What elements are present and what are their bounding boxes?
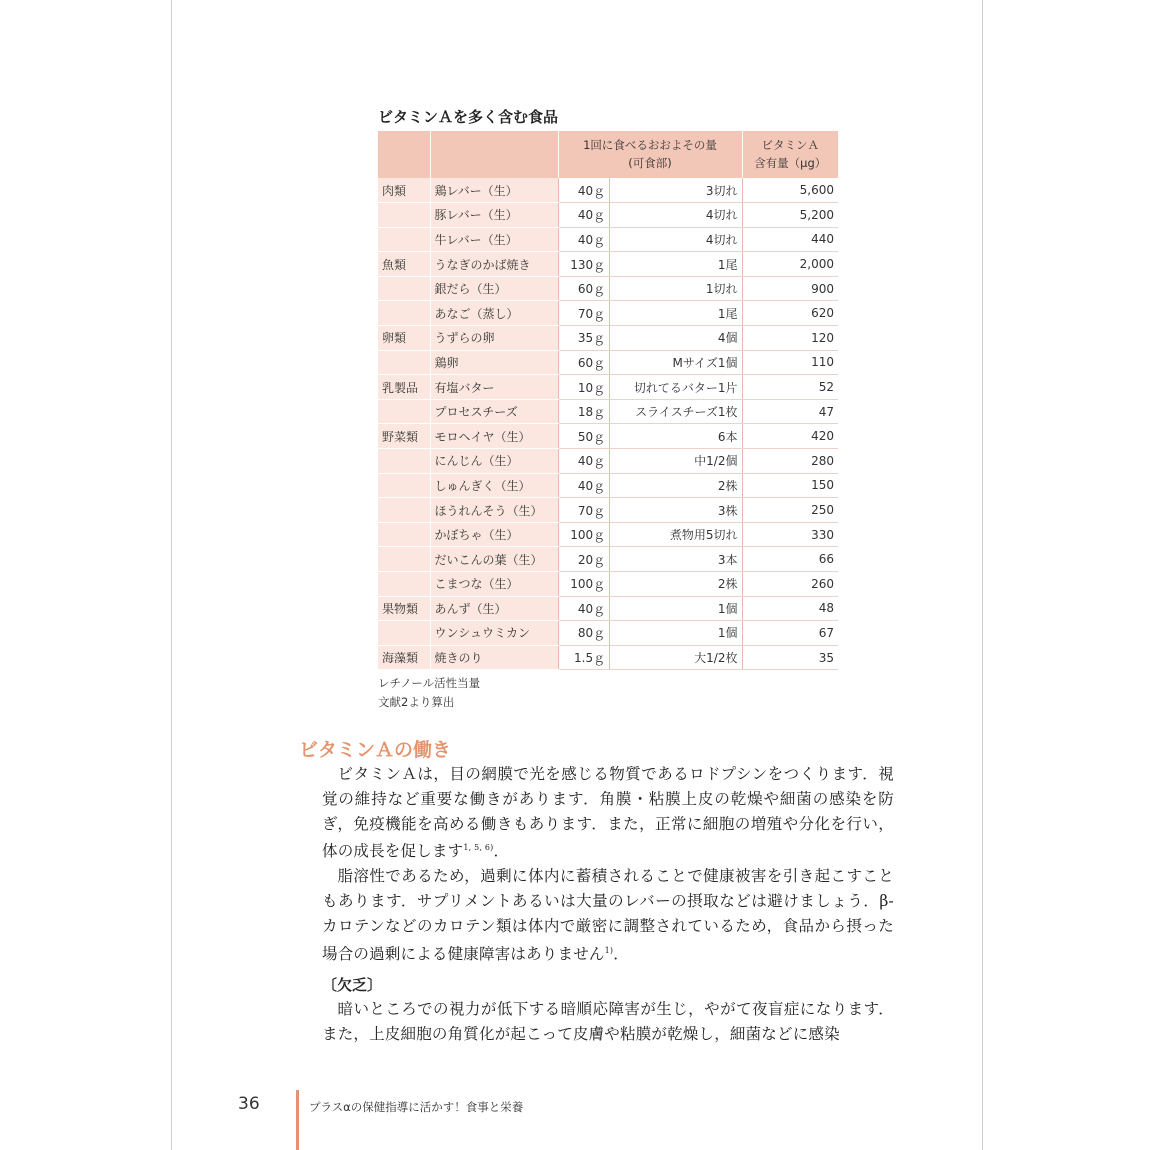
table-note-retinol: レチノール活性当量: [378, 676, 481, 690]
row-weight: 40ｇ: [558, 473, 610, 498]
row-portion: 2株: [610, 572, 742, 597]
row-category: [378, 621, 430, 646]
row-category: [378, 498, 430, 523]
row-portion: 4個: [610, 326, 742, 351]
row-vitamin-a: 52: [742, 375, 838, 400]
paragraph-3-text: 暗いところでの視力が低下する暗順応障害が生じ，やがて夜盲症になります．また，上皮細胞の角質化が起こって皮膚や粘膜が乾燥し，細菌などに感染: [322, 1000, 894, 1043]
row-food-name: モロヘイヤ（生）: [430, 424, 558, 449]
header-amount-line1: 1回に食べるおおよその量: [583, 138, 717, 153]
row-portion: 1個: [610, 596, 742, 621]
row-weight: 20ｇ: [558, 547, 610, 572]
row-vitamin-a: 330: [742, 522, 838, 547]
row-category: 海藻類: [378, 645, 430, 670]
row-food-name: にんじん（生）: [430, 449, 558, 474]
row-food-name: ウンシュウミカン: [430, 621, 558, 646]
row-weight: 1.5ｇ: [558, 645, 610, 670]
row-category: [378, 572, 430, 597]
table-row: [378, 375, 838, 400]
row-food-name: うずらの卵: [430, 326, 558, 351]
row-category: 乳製品: [378, 375, 430, 400]
row-portion: 1尾: [610, 301, 742, 326]
row-portion: 1個: [610, 621, 742, 646]
table-row: [378, 645, 838, 670]
table-row: [378, 596, 838, 621]
row-food-name: 焼きのり: [430, 645, 558, 670]
table-row: [378, 621, 838, 646]
row-category: [378, 522, 430, 547]
row-weight: 10ｇ: [558, 375, 610, 400]
table-row: [378, 572, 838, 597]
table-row: [378, 350, 838, 375]
row-food-name: 鶏レバー（生）: [430, 178, 558, 203]
paragraph-1: [322, 762, 894, 967]
row-weight: 80ｇ: [558, 621, 610, 646]
table-row: [378, 399, 838, 424]
row-vitamin-a: 5,600: [742, 178, 838, 203]
row-vitamin-a: 440: [742, 227, 838, 252]
row-vitamin-a: 150: [742, 473, 838, 498]
row-category: [378, 399, 430, 424]
row-portion: 4切れ: [610, 227, 742, 252]
table-row: [378, 326, 838, 351]
row-vitamin-a: 280: [742, 449, 838, 474]
row-vitamin-a: 2,000: [742, 252, 838, 277]
row-vitamin-a: 48: [742, 596, 838, 621]
row-vitamin-a: 110: [742, 350, 838, 375]
row-food-name: うなぎのかば焼き: [430, 252, 558, 277]
row-category: 野菜類: [378, 424, 430, 449]
row-food-name: しゅんぎく（生）: [430, 473, 558, 498]
row-food-name: プロセスチーズ: [430, 399, 558, 424]
section-title: ビタミンＡの働き: [299, 739, 452, 761]
row-vitamin-a: 66: [742, 547, 838, 572]
row-portion: 6本: [610, 424, 742, 449]
table-title: ビタミンＡを多く含む食品: [378, 108, 559, 126]
row-category: [378, 227, 430, 252]
row-weight: 100ｇ: [558, 522, 610, 547]
table-row: [378, 252, 838, 277]
row-weight: 60ｇ: [558, 350, 610, 375]
table-row: [378, 301, 838, 326]
row-category: [378, 350, 430, 375]
row-food-name: 鶏卵: [430, 350, 558, 375]
row-weight: 70ｇ: [558, 301, 610, 326]
row-weight: 40ｇ: [558, 449, 610, 474]
row-portion: 1切れ: [610, 276, 742, 301]
deficiency-heading: 〔欠乏〕: [322, 976, 383, 994]
row-weight: 130ｇ: [558, 252, 610, 277]
row-category: 肉類: [378, 178, 430, 203]
row-portion: 切れてるバター1片: [610, 375, 742, 400]
header-amount-line2: (可食部): [628, 155, 672, 170]
table-header-row: [378, 131, 838, 178]
vitamin-a-food-table: [378, 131, 838, 670]
row-category: [378, 449, 430, 474]
row-vitamin-a: 47: [742, 399, 838, 424]
row-portion: 3本: [610, 547, 742, 572]
row-vitamin-a: 620: [742, 301, 838, 326]
row-weight: 40ｇ: [558, 227, 610, 252]
row-food-name: あなご（蒸し）: [430, 301, 558, 326]
row-category: 果物類: [378, 596, 430, 621]
paragraph-2-ref: 1): [604, 945, 614, 955]
row-category: [378, 301, 430, 326]
table-row: [378, 547, 838, 572]
row-category: [378, 276, 430, 301]
row-vitamin-a: 900: [742, 276, 838, 301]
row-food-name: 有塩バター: [430, 375, 558, 400]
row-vitamin-a: 67: [742, 621, 838, 646]
table-row: [378, 178, 838, 203]
row-vitamin-a: 5,200: [742, 203, 838, 228]
row-weight: 40ｇ: [558, 203, 610, 228]
row-category: 魚類: [378, 252, 430, 277]
row-vitamin-a: 35: [742, 645, 838, 670]
row-weight: 100ｇ: [558, 572, 610, 597]
paragraph-3: [322, 997, 894, 1047]
row-portion: 中1/2個: [610, 449, 742, 474]
row-food-name: ほうれんそう（生）: [430, 498, 558, 523]
row-weight: 50ｇ: [558, 424, 610, 449]
table-row: [378, 473, 838, 498]
row-portion: Mサイズ1個: [610, 350, 742, 375]
header-category: [378, 131, 430, 178]
table-row: [378, 203, 838, 228]
paragraph-1-end: ．: [493, 842, 510, 861]
row-portion: 大1/2枚: [610, 645, 742, 670]
table-row: [378, 276, 838, 301]
table-row: [378, 227, 838, 252]
paragraph-1-text: ビタミンＡは，目の網膜で光を感じる物質であるロドプシンをつくります．視覚の維持など重要な働きがあります．角膜・粘膜上皮の乾燥や細菌の感染を防ぎ，免疫機能を高める働きもあります．また，正常に細胞の増殖や分化を行い，体の成長を促します: [322, 765, 894, 861]
row-weight: 40ｇ: [558, 178, 610, 203]
row-food-name: 豚レバー（生）: [430, 203, 558, 228]
table-note-source: 文献2より算出: [378, 695, 455, 709]
row-category: [378, 547, 430, 572]
table-row: [378, 522, 838, 547]
paragraph-2-end: ．: [613, 944, 629, 963]
row-portion: 1尾: [610, 252, 742, 277]
row-weight: 60ｇ: [558, 276, 610, 301]
row-category: [378, 473, 430, 498]
row-food-name: 銀だら（生）: [430, 276, 558, 301]
paragraph-2-text: 脂溶性であるため，過剰に体内に蓄積されることで健康被害を引き起こすこともあります．サプリメントあるいは大量のレバーの摂取などは避けましょう．β-カロテンなどのカロテン類は体内で厳密に調整されているため，食品から摂った場合の過剰による健康障害はありません: [322, 867, 894, 963]
row-vitamin-a: 420: [742, 424, 838, 449]
header-vitamin: [742, 131, 838, 178]
row-food-name: あんず（生）: [430, 596, 558, 621]
table-row: [378, 498, 838, 523]
header-vitamin-line1: ビタミンＡ: [761, 138, 819, 153]
book-title: プラスαの保健指導に活かす！食事と栄養: [309, 1100, 524, 1114]
row-vitamin-a: 260: [742, 572, 838, 597]
row-portion: 3切れ: [610, 178, 742, 203]
table-body: [378, 178, 838, 670]
row-portion: 煮物用5切れ: [610, 522, 742, 547]
header-food: [430, 131, 558, 178]
row-weight: 18ｇ: [558, 399, 610, 424]
row-weight: 40ｇ: [558, 596, 610, 621]
row-category: 卵類: [378, 326, 430, 351]
row-food-name: こまつな（生）: [430, 572, 558, 597]
row-portion: スライスチーズ1枚: [610, 399, 742, 424]
row-food-name: かぼちゃ（生）: [430, 522, 558, 547]
row-weight: 35ｇ: [558, 326, 610, 351]
header-amount: [558, 131, 742, 178]
row-vitamin-a: 120: [742, 326, 838, 351]
table-row: [378, 424, 838, 449]
row-food-name: だいこんの葉（生）: [430, 547, 558, 572]
row-category: [378, 203, 430, 228]
row-vitamin-a: 250: [742, 498, 838, 523]
footer-accent-bar: [296, 1090, 299, 1150]
row-food-name: 牛レバー（生）: [430, 227, 558, 252]
row-portion: 2株: [610, 473, 742, 498]
page-number: 36: [238, 1094, 260, 1114]
row-portion: 4切れ: [610, 203, 742, 228]
row-portion: 3株: [610, 498, 742, 523]
paragraph-1-ref: 1, 5, 6): [463, 843, 494, 853]
row-weight: 70ｇ: [558, 498, 610, 523]
table-row: [378, 449, 838, 474]
header-vitamin-line2: 含有量（μg）: [754, 155, 827, 170]
